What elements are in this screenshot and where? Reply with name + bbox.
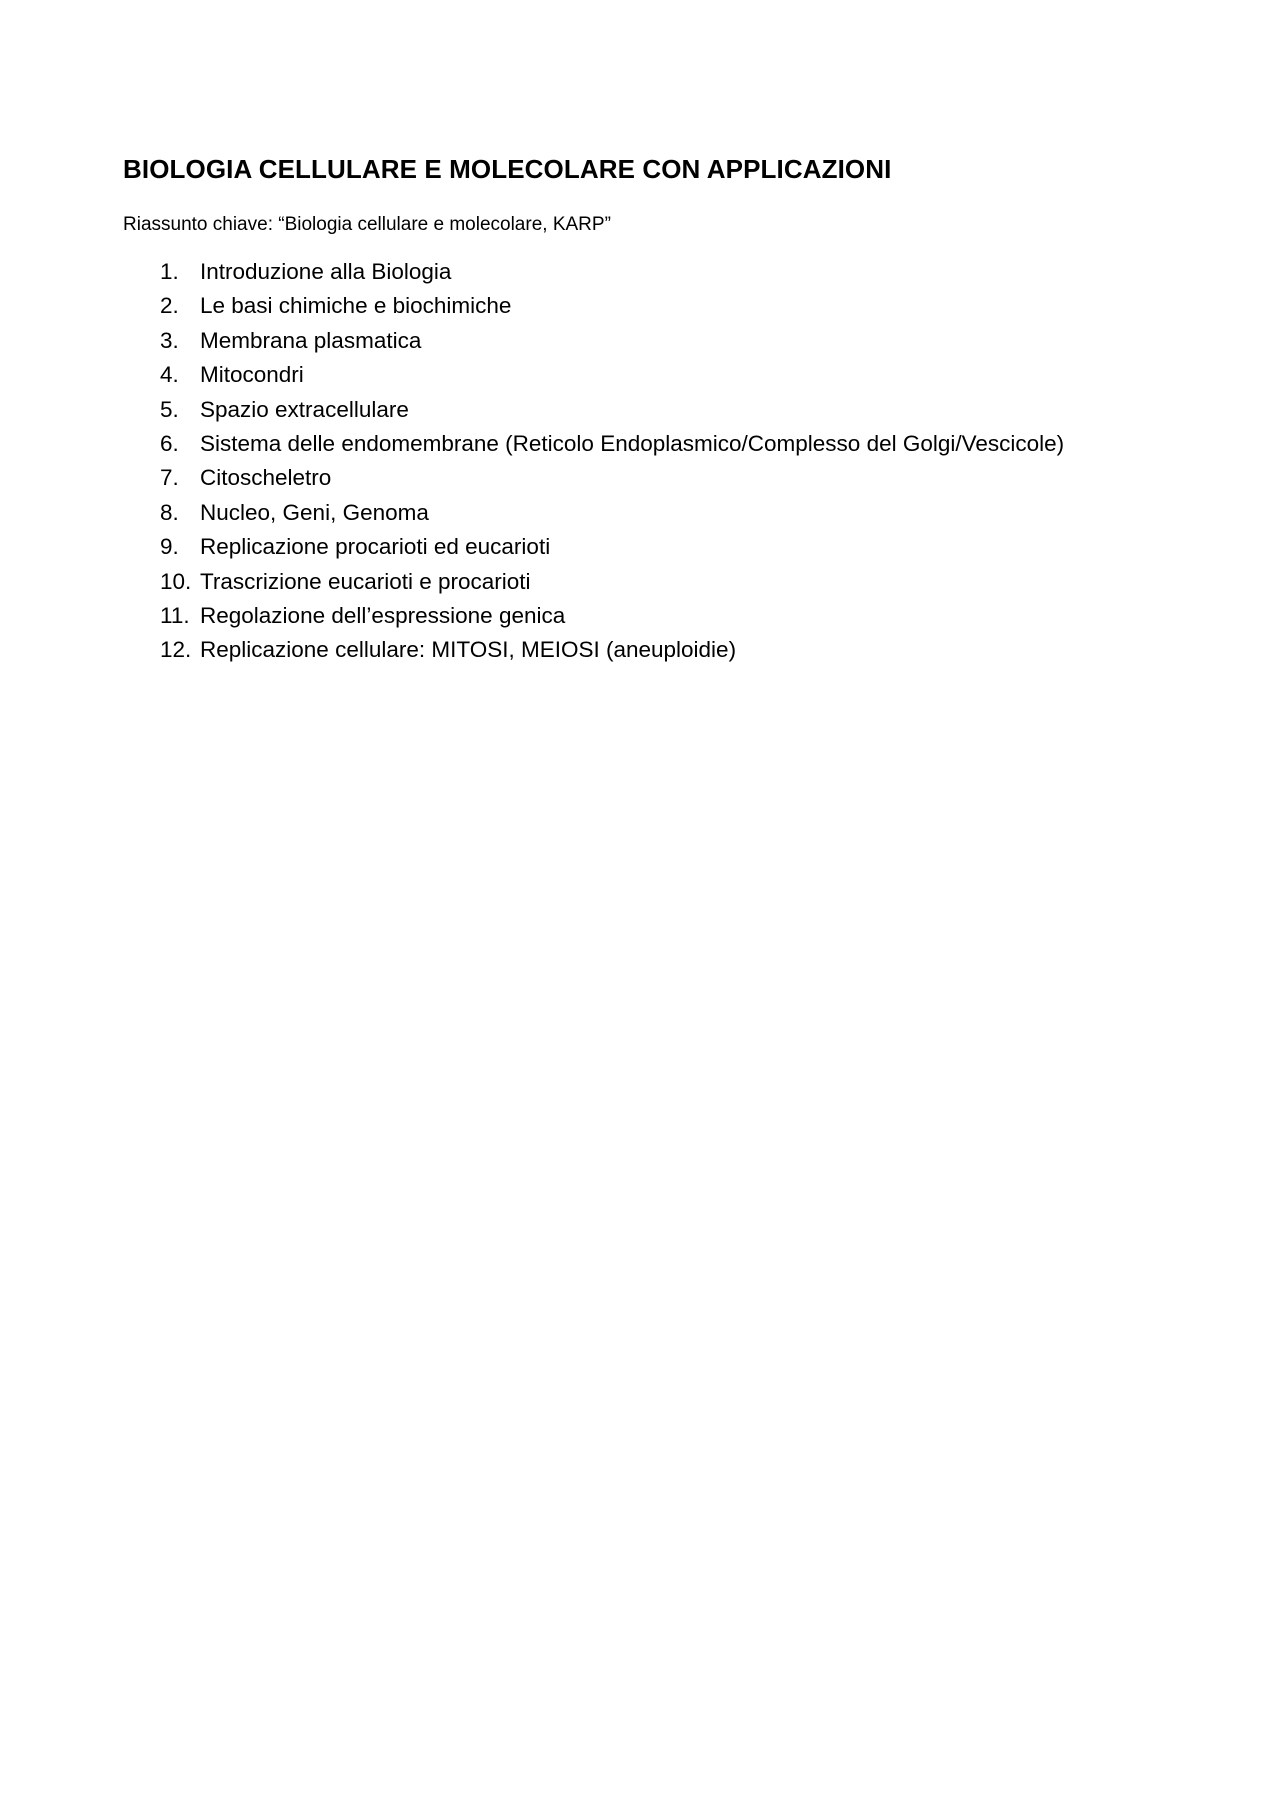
list-item-number: 5. (160, 396, 179, 422)
list-item-text: Nucleo, Geni, Genoma (200, 499, 429, 525)
list-item (160, 569, 1064, 603)
document-title: BIOLOGIA CELLULARE E MOLECOLARE CON APPLICAZIONI (123, 154, 892, 184)
list-item (160, 362, 1064, 396)
list-item-number: 1. (160, 259, 179, 284)
list-item-number: 7. (160, 465, 179, 491)
list-item-text: Le basi chimiche e biochimiche (200, 293, 512, 319)
list-item-text: Citoscheletro (200, 465, 332, 491)
list-item-text: Introduzione alla Biologia (200, 259, 452, 284)
list-item-number: 4. (160, 362, 179, 388)
list-item (160, 397, 1064, 431)
list-item-number: 6. (160, 430, 179, 456)
list-item-number: 2. (160, 293, 179, 319)
list-item-text: Replicazione cellulare: MITOSI, MEIOSI (aneuploidie) (200, 637, 737, 663)
list-item (160, 637, 1064, 671)
list-item (160, 534, 1064, 568)
list-item (160, 431, 1064, 465)
list-item-number: 9. (160, 534, 179, 560)
list-item-number: 10. (160, 568, 192, 594)
list-item (160, 465, 1064, 499)
list-item-number: 11. (160, 602, 190, 628)
list-item-text: Membrana plasmatica (200, 327, 422, 353)
list-item-text: Trascrizione eucarioti e procarioti (200, 568, 531, 594)
list-item (160, 603, 1064, 637)
list-item-text: Sistema delle endomembrane (Reticolo Endoplasmico/Complesso del Golgi/Vescicole) (200, 430, 1065, 456)
list-item-text: Regolazione dell’espressione genica (200, 602, 566, 628)
list-item-number: 3. (160, 327, 179, 353)
document-subtitle: Riassunto chiave: “Biologia cellulare e molecolare, KARP” (123, 214, 611, 235)
list-item-number: 8. (160, 499, 179, 525)
list-item (160, 259, 1064, 293)
list-item-text: Mitocondri (200, 362, 304, 388)
list-item-number: 12. (160, 637, 192, 663)
list-item (160, 328, 1064, 362)
list-item (160, 500, 1064, 534)
list-item-text: Spazio extracellulare (200, 396, 409, 422)
list-item (160, 293, 1064, 327)
table-of-contents (160, 259, 1064, 672)
list-item-text: Replicazione procarioti ed eucarioti (200, 534, 551, 560)
